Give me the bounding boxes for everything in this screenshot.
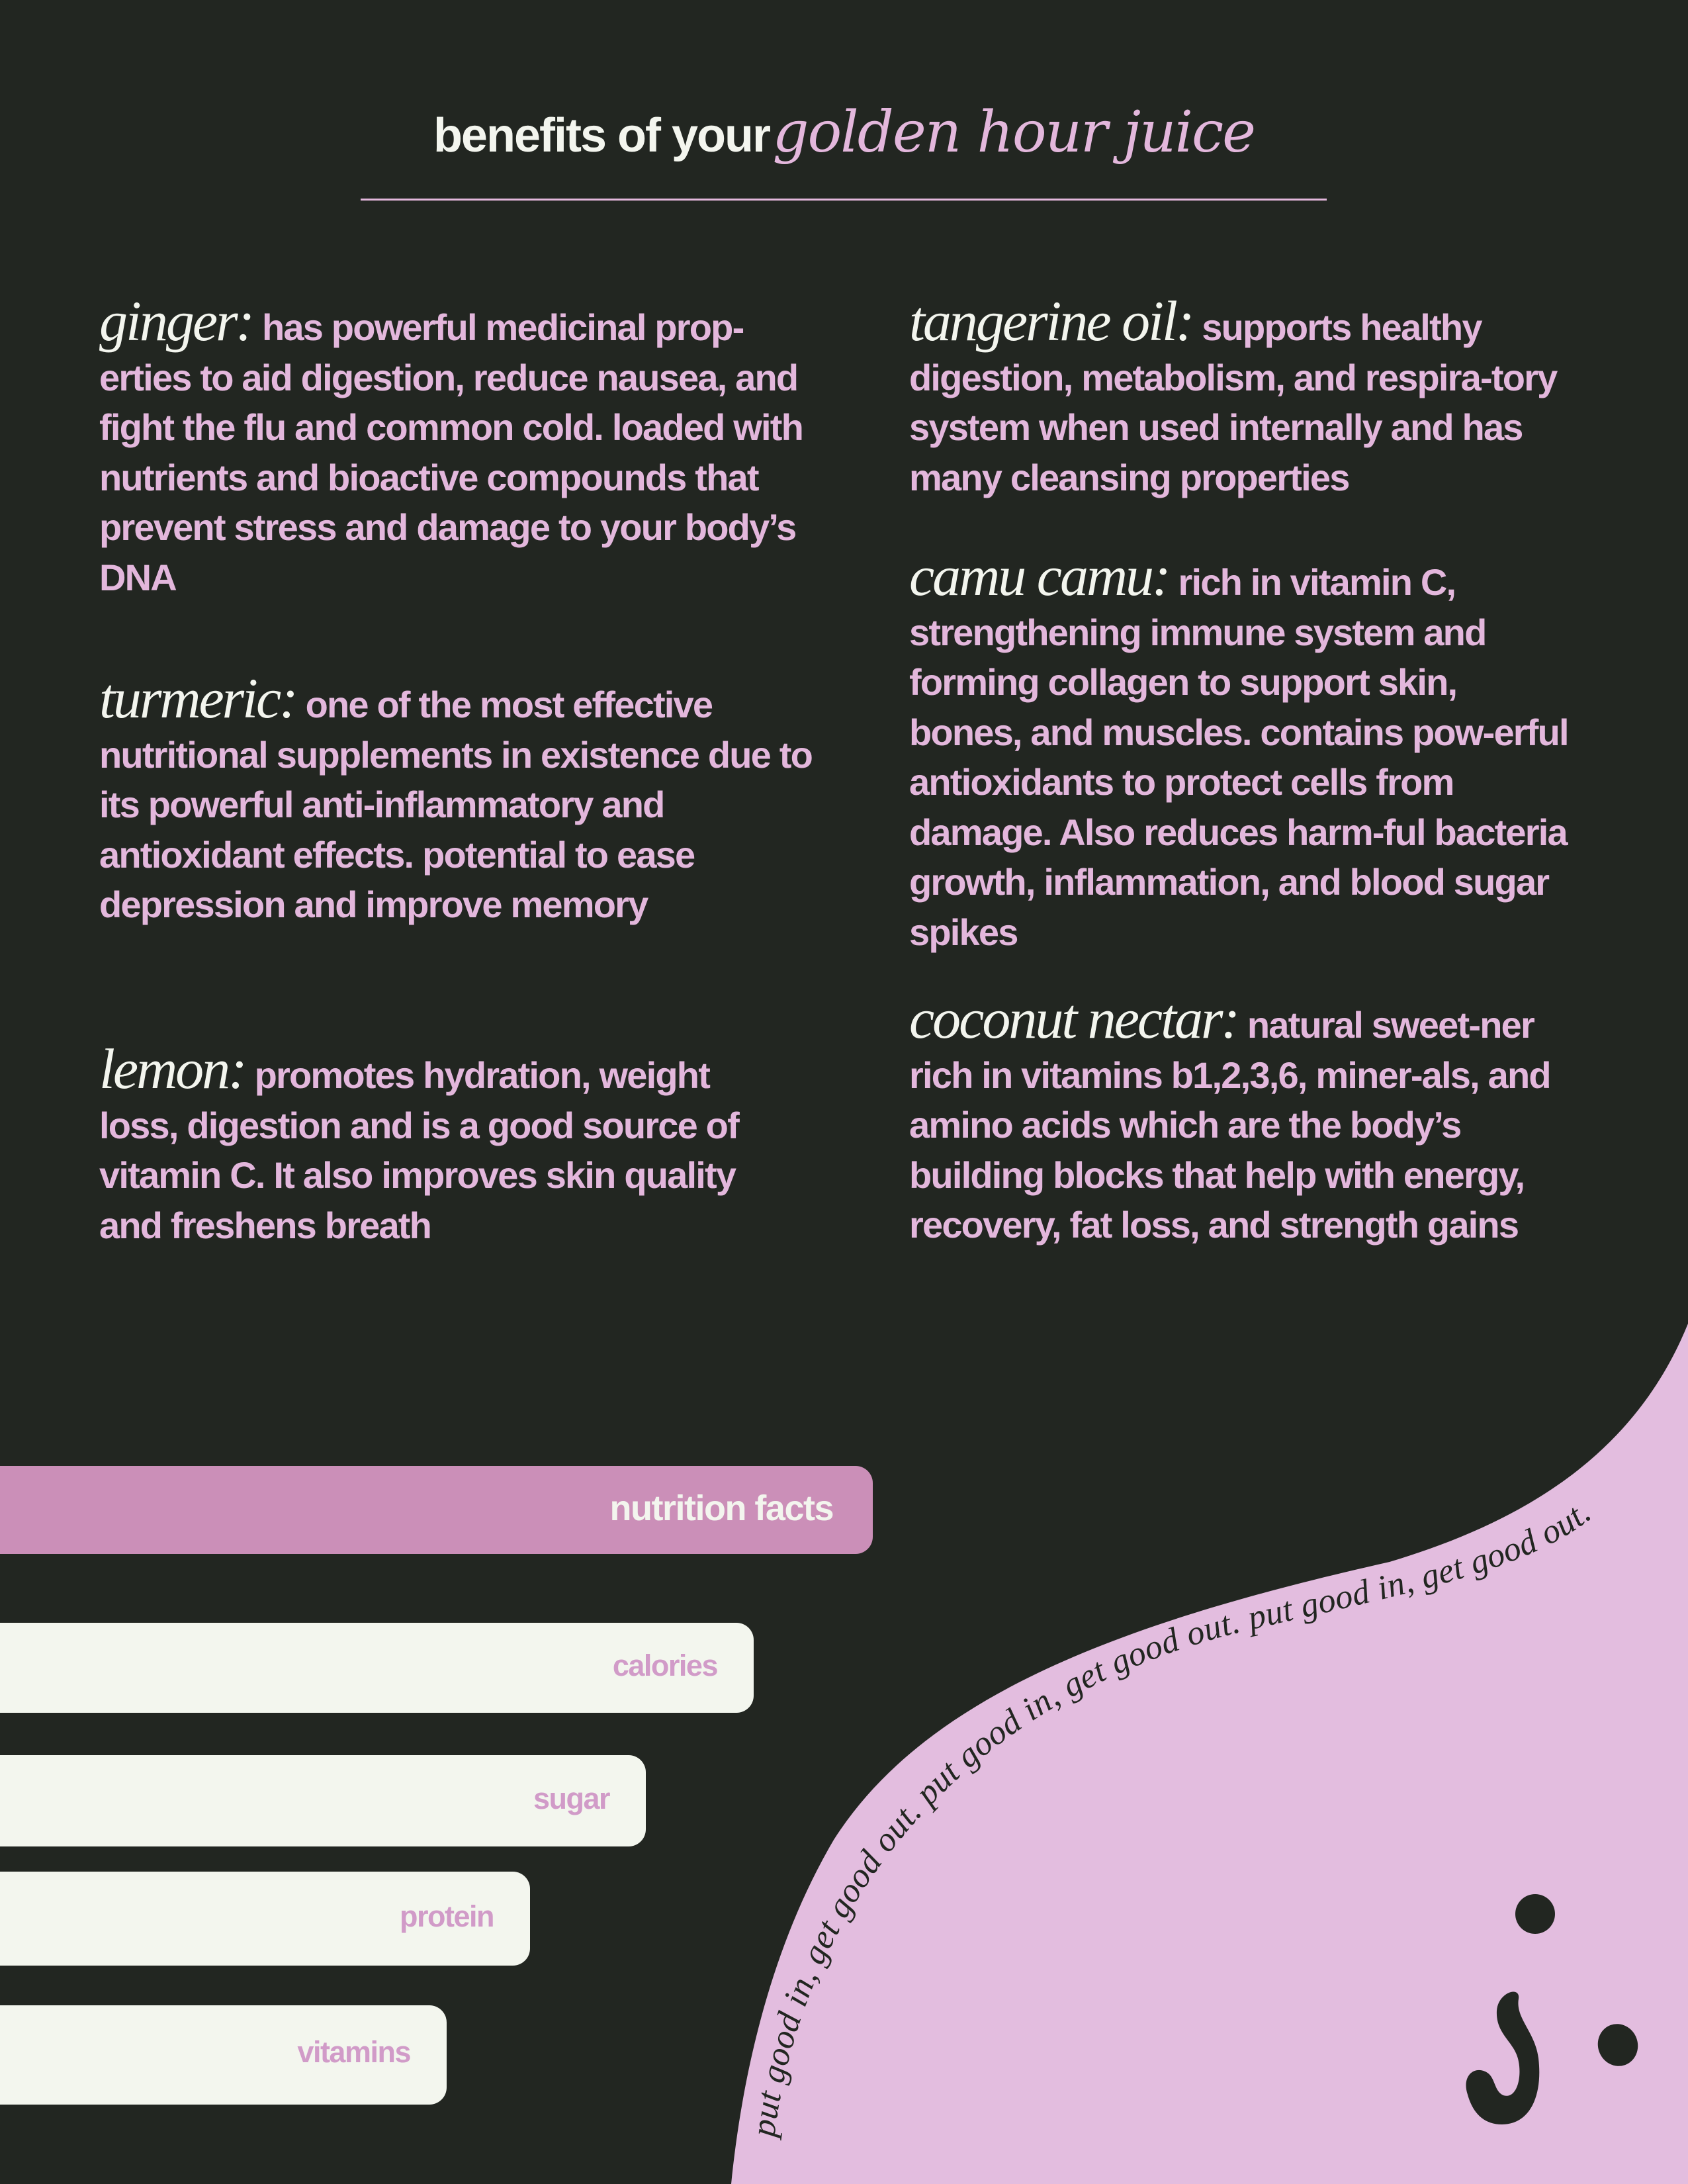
ingredient-name: ginger: [99,289,253,353]
brand-logo-icon [1456,1886,1648,2164]
ingredient-description: has powerful medicinal prop-erties to aid digestion, reduce nausea, and fight the flu and common cold. loaded with nutrients and bioactive compounds that prevent stress and damage to your body’s DNA [99,306,803,598]
ingredient-name: tangerine oil: [909,289,1193,353]
nutrition-label: vitamins [297,2035,410,2069]
slogan-textpath: put good in, get good out. put good in, get good out. put good in, get good out. [744,1493,1599,2139]
ingredient-name: camu camu: [909,544,1169,608]
nutrition-row-calories [0,1623,754,1713]
nutrition-row-vitamins [0,2005,447,2105]
ingredient-description: promotes hydration, weight loss, digestion and is a good source of vitamin C. It also improves skin quality and freshens breath [99,1054,738,1246]
nutrition-row-sugar [0,1755,646,1846]
nutrition-facts-header [0,1466,873,1554]
ingredient-description: natural sweet-ner rich in vitamins b1,2,3,6, miner-als, and amino acids which are the body’s building blocks that help with energy, recovery, fat loss, and strength gains [909,1004,1550,1246]
ingredient-description: one of the most effective nutritional supplements in existence due to its powerful anti-inflammatory and antioxidant effects. potential to ease depression and improve memory [99,684,812,925]
title-script-part: golden hour juice [772,99,1255,165]
ingredient-name: turmeric: [99,666,296,730]
ingredient-name: coconut nectar: [909,987,1239,1050]
ingredient-description: rich in vitamin C, strengthening immune system and forming collagen to support skin, bones, and muscles. contains pow-erful antioxidants to protect cells from damage. Also reduces harm-ful bacteria growth, inflammation, and blood sugar spikes [909,561,1568,953]
nutrition-label: protein [400,1899,494,1933]
ingredient-description: supports healthy digestion, metabolism, and respira-tory system when used internally and has many cleansing properties [909,306,1557,498]
nutrition-label: calories [612,1649,717,1682]
ingredient-name: lemon: [99,1037,245,1101]
nutrition-label: sugar [533,1782,609,1815]
title-sans-part: benefits of your [433,109,770,162]
nutrition-facts-label: nutrition facts [609,1488,833,1528]
nutrition-row-protein [0,1872,530,1966]
